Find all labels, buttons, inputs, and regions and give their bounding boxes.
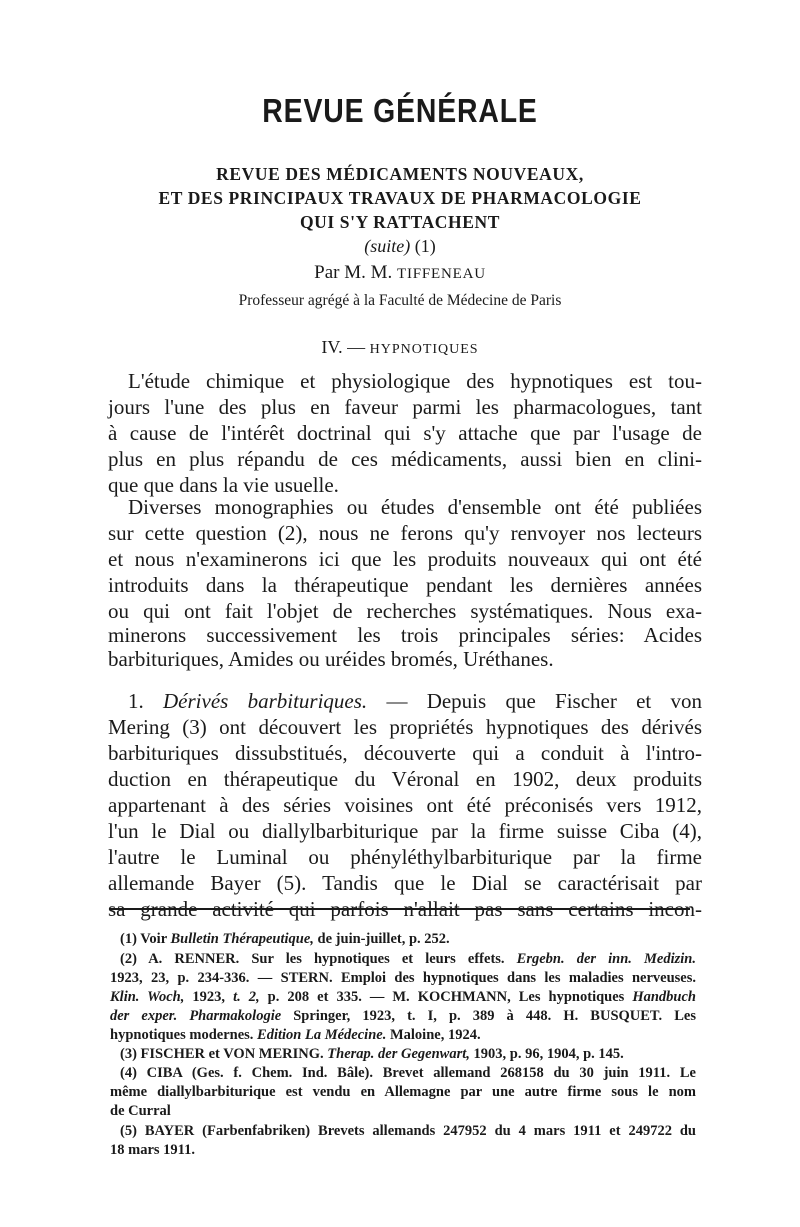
paragraph-2-line-5: ou qui ont fait l'objet de recherches systématiques. Nous exa-: [108, 599, 702, 623]
paragraph-3-line-5: appartenant à des séries voisines ont été préconisés vers 1912,: [108, 793, 702, 817]
fn2-l3-journal: Klin. Woch,: [110, 989, 185, 1005]
suite-footnote-ref: (1): [414, 236, 436, 256]
paragraph-3-line-7: l'autre le Luminal ou phényléthylbarbiturique par la firme: [108, 845, 702, 869]
footnote-1: [120, 930, 696, 949]
footnote-5-line-1: (5) BAYER (Farbenfabriken) Brevets allemands 247952 du 4 mars 1911 et 249722 du: [120, 1123, 696, 1139]
section-title: HYPNOTIQUES: [369, 342, 479, 357]
p3-heading: Dérivés barbituriques.: [163, 689, 368, 713]
footnote-4-line-2: même diallylbarbiturique est vendu en Allemagne par une autre firme sous le nom: [110, 1084, 696, 1100]
paragraph-2-line-7: barbituriques, Amides ou uréides bromés, Uréthanes.: [108, 647, 554, 671]
fn2-l3-year: 1923,: [192, 989, 226, 1005]
paragraph-1-line-3: à cause de l'intérêt doctrinal qui s'y attache que par l'usage de: [108, 421, 702, 445]
author-prefix: Par M. M.: [314, 262, 393, 283]
fn3-journal: Therap. der Gegenwart,: [327, 1046, 470, 1062]
paragraph-1-line-2: jours l'une des plus en faveur parmi les pharmacologues, tant: [108, 395, 702, 419]
footnote-divider: [110, 908, 690, 910]
fn2-l5-publisher: Maloine, 1924.: [389, 1027, 481, 1043]
footnote-5-line-2: 18 mars 1911.: [110, 1142, 195, 1158]
suite-label: (suite): [364, 236, 411, 256]
author-affiliation: Professeur agrégé à la Faculté de Médecine de Paris: [238, 292, 562, 309]
subtitle-line-1: REVUE DES MÉDICAMENTS NOUVEAUX,: [216, 164, 584, 184]
paragraph-1-line-5: que que dans la vie usuelle.: [108, 473, 339, 497]
fn3-authors: (3) FISCHER et VON MERING.: [120, 1046, 324, 1062]
paragraph-2-line-6: minerons successivement les trois principales séries: Acides: [108, 623, 702, 647]
fn2-l4-book: der exper. Pharmakologie: [110, 1008, 282, 1024]
author-name: TIFFENEAU: [397, 266, 486, 282]
paragraph-3-line-1: [128, 688, 702, 714]
fn2-l3-book: Handbuch: [632, 989, 697, 1005]
paragraph-3-line-2: Mering (3) ont découvert les propriétés hypnotiques des dérivés: [108, 715, 702, 739]
fn1-text-a: (1) Voir: [120, 931, 167, 947]
fn2-l1-text: (2) A. RENNER. Sur les hypnotiques et leurs effets.: [120, 951, 505, 967]
footnote-2-line-4: [110, 1007, 696, 1026]
fn3-pages: 1903, p. 96, 1904, p. 145.: [473, 1046, 624, 1062]
fn2-l5-edition: Edition La Médecine.: [257, 1027, 387, 1043]
footnote-2-line-5: [110, 1026, 696, 1045]
paragraph-3-line-8: allemande Bayer (5). Tandis que le Dial se caractérisait par: [108, 871, 702, 895]
subtitle-line-3: QUI S'Y RATTACHENT: [299, 212, 501, 232]
paragraph-3-line-3: barbituriques dissubstitués, découverte qui a conduit à l'intro-: [108, 741, 702, 765]
section-heading: [0, 337, 800, 358]
fn2-l5-text: hypnotiques modernes.: [110, 1027, 254, 1043]
fn2-l3-text: p. 208 et 335. — M. KOCHMANN, Les hypnotiques: [267, 989, 625, 1005]
footnote-4-line-1: (4) CIBA (Ges. f. Chem. Ind. Bâle). Brevet allemand 268158 du 30 juin 1911. Le: [120, 1065, 696, 1081]
main-title: REVUE GÉNÉRALE: [262, 92, 538, 129]
footnote-2-line-2: 1923, 23, p. 234-336. — STERN. Emploi des hypnotiques dans les maladies nerveuses.: [110, 970, 696, 986]
fn2-l1-journal: Ergebn. der inn. Medizin.: [516, 951, 696, 967]
fn2-l4-text: Springer, 1923, t. I, p. 389 à 448. H. BUSQUET. Les: [293, 1008, 696, 1024]
fn1-text-c: de juin-juillet, p. 252.: [317, 931, 450, 947]
p3-first-rest: — Depuis que Fischer et von: [386, 689, 703, 713]
fn2-l3-tome: t. 2,: [233, 989, 260, 1005]
footnote-3: [120, 1045, 696, 1064]
paragraph-3-line-4: duction en thérapeutique du Véronal en 1902, deux produits: [108, 767, 702, 791]
paragraph-2-line-1: Diverses monographies ou études d'ensemble ont été publiées: [128, 495, 702, 519]
paragraph-2-line-3: et nous n'examinerons ici que les produits nouveaux qui ont été: [108, 547, 702, 571]
footnote-2-line-3: [110, 988, 696, 1007]
fn1-journal: Bulletin Thérapeutique,: [170, 931, 314, 947]
section-number: IV. —: [321, 337, 366, 357]
subtitle-line-2: ET DES PRINCIPAUX TRAVAUX DE PHARMACOLOGIE: [158, 188, 642, 208]
footnote-4-line-3: de Curral: [110, 1103, 171, 1119]
footnote-2-line-1: [120, 950, 696, 969]
paragraph-2-line-4: introduits dans la thérapeutique pendant les dernières années: [108, 573, 702, 597]
paragraph-3-line-9: sa grande activité qui parfois n'allait pas sans certains incon-: [108, 897, 702, 921]
paragraph-3-line-6: l'un le Dial ou diallylbarbiturique par la firme suisse Ciba (4),: [108, 819, 702, 843]
paragraph-1-line-1: L'étude chimique et physiologique des hypnotiques est tou-: [128, 369, 702, 393]
continuation-note: [0, 236, 800, 257]
p3-number: 1.: [128, 689, 144, 713]
paragraph-1-line-4: plus en plus répandu de ces médicaments, aussi bien en clini-: [108, 447, 702, 471]
author-line: [0, 262, 800, 284]
paragraph-2-line-2: sur cette question (2), nous ne ferons qu'y renvoyer nos lecteurs: [108, 521, 702, 545]
